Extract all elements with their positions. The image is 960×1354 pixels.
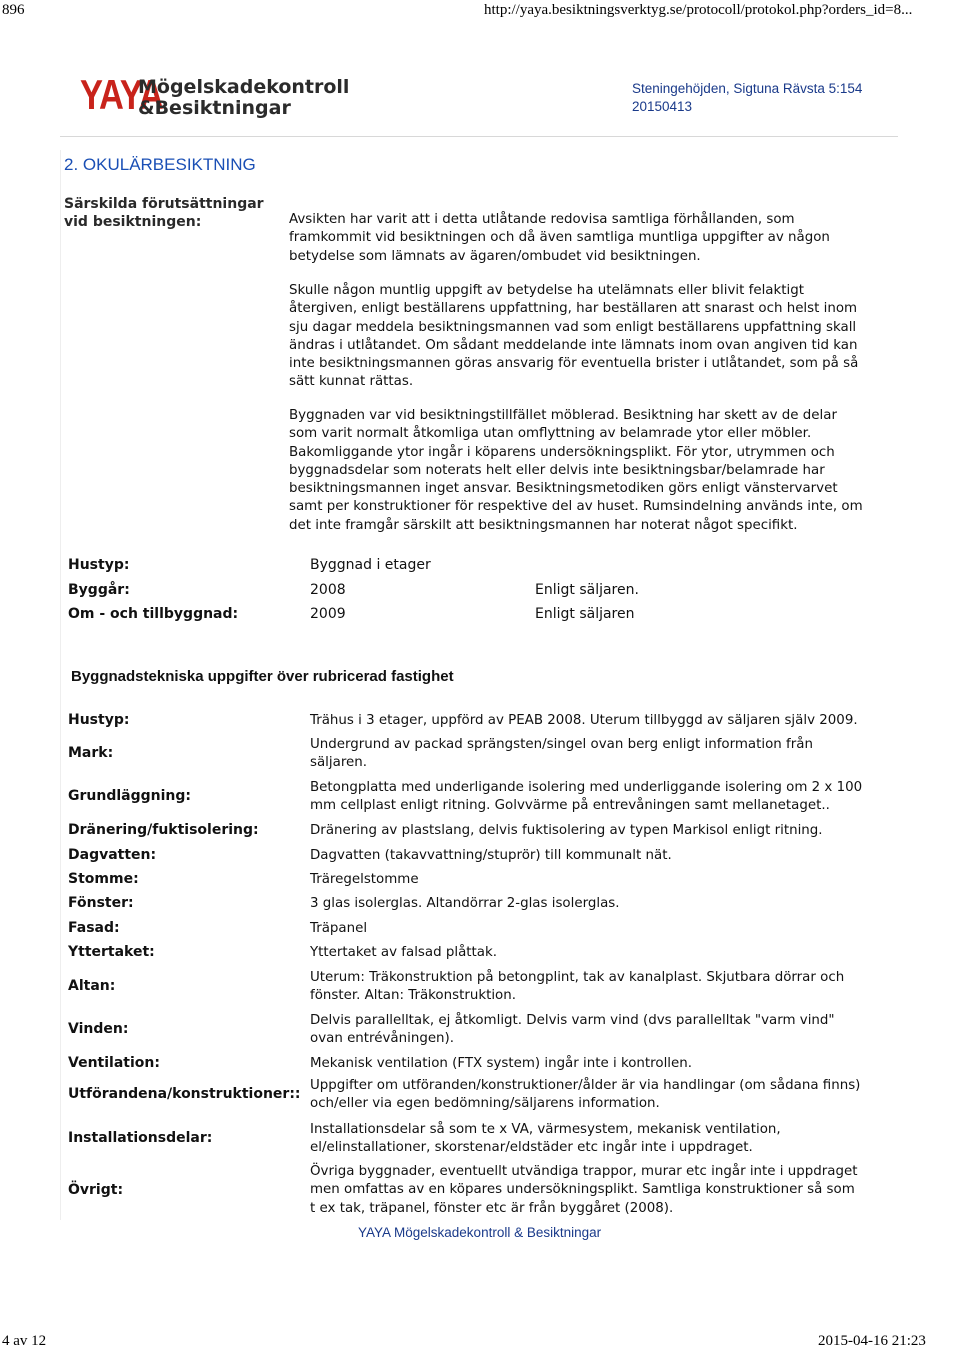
property-address: Steningehöjden, Sigtuna Rävsta 5:154: [632, 81, 863, 96]
paragraph-line: inte besiktningsmannen göras ansvarig för eventuella brister i utlåtandet, som på så: [289, 356, 859, 372]
technical-value-line: Betongplatta med underligande isolering med underliggande isolering om 2 x 100: [310, 780, 863, 795]
technical-value-line: Installationsdelar så som te x VA, värmesystem, mekanisk ventilation,: [310, 1122, 781, 1137]
technical-value-line: Undergrund av packad sprängsten/singel ovan berg enligt information från: [310, 737, 813, 752]
conditions-paragraph-2: [289, 282, 909, 392]
technical-value-line: Uppgifter om utföranden/konstruktioner/ålder är via handlingar (om sådana finns): [310, 1078, 861, 1093]
technical-row-label: Yttertaket:: [68, 944, 155, 960]
paragraph-line: som varit normalt åtkomliga utan omflyttning av belamrade ytor eller möbler.: [289, 426, 812, 442]
hustyp-value: Byggnad i etager: [310, 557, 431, 573]
paragraph-line: återgiven, enligt beställarens uppfattning, har beställaren att snarast och helst inom: [289, 301, 858, 317]
technical-row-label: Fönster:: [68, 895, 134, 911]
technical-value-line: men omfattas av en köpares undersökningsplikt. Samtliga konstruktioner så som: [310, 1182, 855, 1198]
technical-row-label: Hustyp:: [68, 712, 130, 728]
technical-row-value: [310, 920, 910, 938]
technical-row-label: Vinden:: [68, 1021, 129, 1037]
paragraph-line: framkommit vid besiktningen och då även samtliga muntliga uppgifter av någon: [289, 230, 830, 246]
paragraph-line: Avsikten har varit att i detta utlåtande redovisa samtliga förhållanden, som: [289, 212, 795, 227]
section-title: 2. OKULÄRBESIKTNING: [64, 155, 256, 174]
technical-value-line: mm cellplast enligt ritning. Golvvärme på entrevåningen samt mellanetaget..: [310, 798, 830, 814]
technical-row-value: [310, 1121, 910, 1158]
byggar-note: Enligt säljaren.: [535, 582, 639, 598]
byggar-value: 2008: [310, 582, 346, 598]
technical-row-value: [310, 944, 910, 962]
company-logo-line2: &Besiktningar: [138, 97, 291, 119]
print-timestamp: 2015-04-16 21:23: [818, 1333, 926, 1349]
technical-row-value: [310, 712, 910, 730]
technical-row-label: Dagvatten:: [68, 847, 157, 863]
technical-row-value: [310, 1163, 910, 1218]
content-left-rule: [60, 150, 61, 1220]
paragraph-line: byggnadsdelar som noterats helt eller delvis inte besiktningsbar/belamrade har: [289, 462, 825, 478]
paragraph-line: sju dagar meddela besiktningsmannen vad som enligt beställarens uppfattning skall: [289, 319, 857, 335]
technical-row-value: [310, 847, 910, 865]
technical-value-line: Träpanel: [310, 921, 368, 936]
tillbyggnad-value: 2009: [310, 606, 346, 622]
technical-value-line: Mekanisk ventilation (FTX system) ingår inte i kontrollen.: [310, 1056, 692, 1071]
technical-row-value: [310, 822, 910, 840]
byggar-label: Byggår:: [68, 582, 130, 598]
technical-value-line: Yttertaket av falsad plåttak.: [310, 945, 498, 960]
header-divider: [60, 136, 898, 137]
paragraph-line: samt per konstruktioner för respektive del av huset. Rumsindelning används inte, om: [289, 499, 863, 515]
technical-row-label: Mark:: [68, 745, 114, 761]
technical-row-value: [310, 1077, 910, 1114]
technical-value-line: Dränering av plastslang, delvis fuktisolering av typen Markisol enligt ritning.: [310, 823, 823, 838]
technical-value-line: Övriga byggnader, eventuellt utvändiga trappor, murar etc ingår inte i uppdraget: [310, 1164, 858, 1179]
technical-value-line: 3 glas isolerglas. Altandörrar 2-glas isolerglas.: [310, 896, 620, 911]
technical-row-label: Stomme:: [68, 871, 139, 887]
footer-company: YAYA Mögelskadekontroll & Besiktningar: [358, 1225, 602, 1240]
technical-row-label: Fasad:: [68, 920, 120, 936]
technical-value-line: t ex tak, träpanel, fönster etc är från byggåret (2008).: [310, 1200, 674, 1216]
technical-heading: Byggnadstekniska uppgifter över rubricerad fastighet: [71, 668, 454, 685]
paragraph-line: Bakomliggande ytor ingår i köparens undersökningsplikt. För ytor, utrymmen och: [289, 444, 835, 460]
paragraph-line: besiktningsmannen inget ansvar. Besiktningsmetodiken görs enligt vänstervarvet: [289, 481, 838, 497]
technical-value-line: ovan entrévåningen).: [310, 1031, 455, 1047]
technical-row-value: [310, 779, 910, 816]
technical-row-value: [310, 736, 910, 773]
print-page-code: 896: [2, 2, 25, 18]
paragraph-line: sätt kunnat rättas.: [289, 374, 414, 390]
paragraph-line: det inte framgår särskilt att besiktningsmannen har noterat något specifikt.: [289, 517, 798, 533]
conditions-paragraph-1: [289, 211, 909, 266]
technical-value-line: el/elinstallationer, skorstenar/eldstäder etc ingår inte i uppdraget.: [310, 1140, 753, 1156]
technical-row-label: Grundläggning:: [68, 788, 191, 804]
paragraph-line: Skulle någon muntlig uppgift av betydelse ha utelämnats eller blivit felaktigt: [289, 283, 804, 298]
technical-row-label: Installationsdelar:: [68, 1130, 213, 1146]
technical-row-label: Övrigt:: [68, 1182, 124, 1198]
technical-value-line: säljaren.: [310, 755, 368, 771]
report-date: 20150413: [632, 99, 693, 114]
technical-value-line: Uterum: Träkonstruktion på betongplint, tak av kanalplast. Skjutbara dörrar och: [310, 970, 845, 985]
paragraph-line: ändras i utlåtandet. Om sådant meddelande inte lämnats inom ovan angiven tid kan: [289, 337, 858, 353]
tillbyggnad-label: Om - och tillbyggnad:: [68, 606, 239, 622]
company-logo-mark: YAYA: [80, 71, 163, 118]
technical-row-value: [310, 969, 910, 1006]
technical-row-value: [310, 895, 910, 913]
technical-value-line: Delvis parallelltak, ej åtkomligt. Delvis varm vind (dvs parallelltak "varm vind": [310, 1013, 835, 1028]
technical-value-line: och/eller via egen bedömning/säljarens information.: [310, 1096, 660, 1112]
print-page-info: 4 av 12: [2, 1333, 47, 1349]
technical-row-value: [310, 871, 910, 889]
technical-value-line: Trähus i 3 etager, uppförd av PEAB 2008. Uterum tillbyggd av säljaren själv 2009.: [310, 713, 858, 728]
technical-value-line: fönster. Altan: Träkonstruktion.: [310, 988, 516, 1004]
technical-row-label: Altan:: [68, 978, 116, 994]
technical-row-label: Dränering/fuktisolering:: [68, 822, 259, 838]
paragraph-line: Byggnaden var vid besiktningstillfället möblerad. Besiktning har skett av de delar: [289, 408, 837, 423]
print-url: http://yaya.besiktningsverktyg.se/protocoll/protokol.php?orders_id=8...: [484, 2, 913, 18]
technical-row-label: Ventilation:: [68, 1055, 160, 1071]
conditions-label-line1: Särskilda förutsättningar: [64, 196, 264, 212]
technical-value-line: Träregelstomme: [310, 872, 419, 887]
company-logo-line1: Mögelskadekontroll: [138, 76, 350, 98]
conditions-label-line2: vid besiktningen:: [64, 214, 202, 230]
conditions-paragraph-3: [289, 407, 909, 535]
hustyp-label: Hustyp:: [68, 557, 130, 573]
paragraph-line: betydelse som lämnats av ägaren/ombudet vid besiktningen.: [289, 248, 701, 264]
technical-row-value: [310, 1012, 910, 1049]
technical-row-value: [310, 1055, 910, 1073]
technical-row-label: Utförandena/konstruktioner::: [68, 1086, 301, 1102]
technical-value-line: Dagvatten (takavvattning/stuprör) till kommunalt nät.: [310, 848, 672, 863]
tillbyggnad-note: Enligt säljaren: [535, 606, 635, 622]
